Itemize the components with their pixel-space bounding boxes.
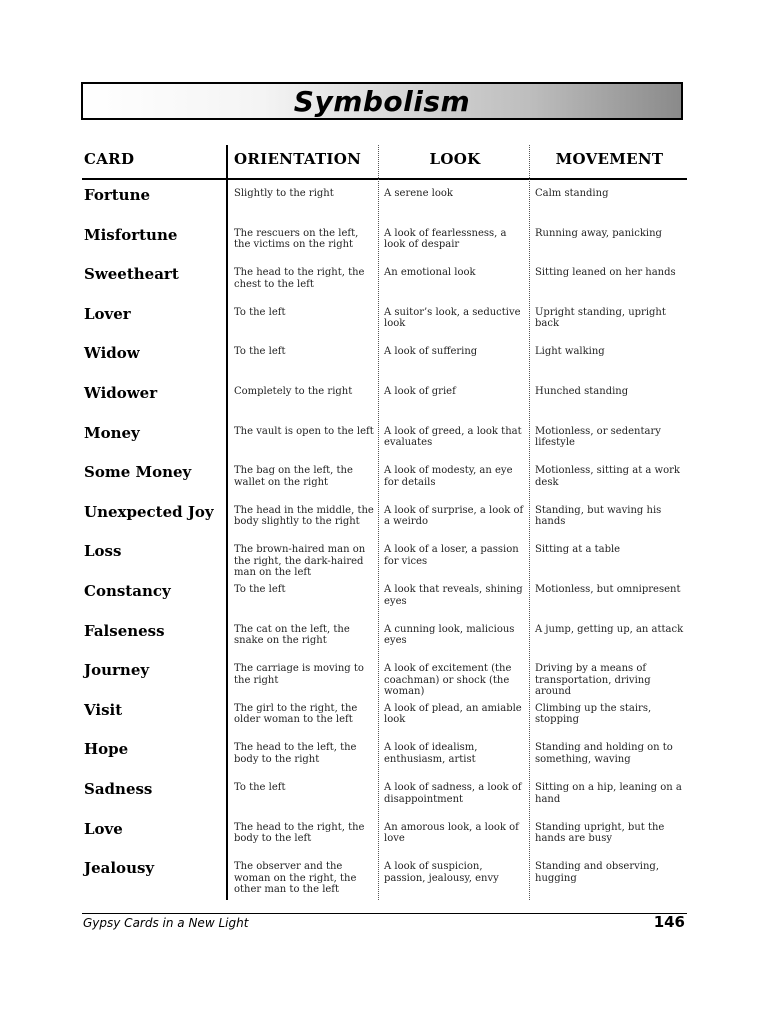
look-cell: A serene look	[384, 188, 453, 199]
card-name: Widower	[84, 384, 158, 402]
card-name: Unexpected Joy	[84, 502, 214, 521]
orientation-cell: To the left	[234, 306, 286, 318]
movement-cell: Standing, but waving his hands	[535, 504, 662, 528]
header-card: CARD	[84, 150, 135, 168]
table-row	[0, 424, 768, 464]
look-cell: A look of plead, an amiable look	[384, 702, 522, 726]
orientation-cell: Completely to the right	[234, 386, 353, 397]
look-cell: A look of idealism, enthusiasm, artist	[384, 742, 478, 765]
movement-cell: Light walking	[535, 346, 605, 358]
movement-cell: Upright standing, upright back	[535, 306, 666, 330]
orientation-cell: To the left	[234, 346, 286, 358]
table-row	[0, 344, 768, 384]
look-cell: A look of suffering	[384, 346, 478, 358]
movement-cell: Motionless, or sedentary lifestyle	[535, 425, 661, 449]
table-row	[0, 384, 768, 424]
movement-cell: Motionless, sitting at a work desk	[535, 465, 680, 488]
header-divider	[82, 178, 687, 180]
table-row	[0, 780, 768, 820]
look-cell: A look of greed, a look that evaluates	[384, 425, 522, 449]
card-name: Love	[84, 819, 123, 838]
card-name: Fortune	[84, 186, 151, 204]
book-title: Gypsy Cards in a New Light	[83, 916, 249, 930]
look-cell: A look of excitement (the coachman) or shock (the woman)	[384, 663, 512, 698]
movement-cell: Running away, panicking	[535, 227, 662, 239]
orientation-cell: To the left	[234, 782, 286, 793]
table-row	[0, 226, 768, 266]
movement-cell: Sitting on a hip, leaning on a hand	[535, 782, 682, 805]
card-name: Widow	[84, 344, 140, 363]
card-name: Visit	[84, 700, 123, 719]
card-name: Misfortune	[84, 225, 178, 244]
orientation-cell: The observer and the woman on the right, the other man to the left	[234, 861, 357, 896]
movement-cell: Standing and observing, hugging	[535, 861, 659, 884]
orientation-cell: The head in the middle, the body slightly to the right	[234, 504, 374, 528]
table-row	[0, 305, 768, 345]
movement-cell: Sitting at a table	[535, 544, 621, 556]
orientation-cell: The head to the right, the body to the left	[234, 821, 365, 845]
table-row	[0, 740, 768, 780]
look-cell: A look of grief	[384, 386, 456, 397]
movement-cell: A jump, getting up, an attack	[535, 623, 684, 635]
card-name: Hope	[84, 740, 129, 759]
footer-divider	[82, 913, 687, 914]
look-cell: An emotional look	[384, 267, 476, 279]
table-row	[0, 859, 768, 899]
look-cell: A look of a loser, a passion for vices	[384, 544, 519, 567]
header-look: LOOK	[429, 150, 481, 168]
table-row	[0, 622, 768, 662]
table-row	[0, 542, 768, 582]
orientation-cell: Slightly to the right	[234, 188, 334, 199]
orientation-cell: The carriage is moving to the right	[234, 663, 364, 686]
orientation-cell: The rescuers on the left, the victims on the right	[234, 227, 359, 251]
orientation-cell: The head to the left, the body to the right	[234, 742, 357, 765]
orientation-cell: The vault is open to the left	[234, 425, 374, 437]
orientation-cell: The bag on the left, the wallet on the right	[234, 465, 353, 488]
look-cell: A look of fearlessness, a look of despair	[384, 227, 507, 251]
orientation-cell: To the left	[234, 584, 286, 595]
page-title: Symbolism	[293, 84, 471, 118]
table-row	[0, 661, 768, 701]
table-row	[0, 186, 768, 226]
orientation-cell: The girl to the right, the older woman to the left	[234, 702, 358, 726]
table-row	[0, 265, 768, 305]
orientation-cell: The brown-haired man on the right, the dark-haired man on the left	[234, 544, 366, 579]
movement-cell: Sitting leaned on her hands	[535, 267, 676, 279]
card-name: Sadness	[84, 780, 153, 798]
table-row	[0, 582, 768, 622]
movement-cell: Calm standing	[535, 188, 609, 199]
table-row	[0, 503, 768, 543]
card-name: Constancy	[84, 582, 171, 600]
look-cell: A look of modesty, an eye for details	[384, 465, 513, 488]
table-row	[0, 701, 768, 741]
look-cell: A cunning look, malicious eyes	[384, 623, 515, 647]
look-cell: A look of surprise, a look of a weirdo	[384, 504, 524, 528]
orientation-cell: The cat on the left, the snake on the right	[234, 623, 350, 647]
card-name: Lover	[84, 304, 131, 323]
header-movement: MOVEMENT	[555, 150, 664, 168]
card-name: Sweetheart	[84, 265, 179, 284]
card-name: Falseness	[84, 621, 165, 640]
look-cell: A look that reveals, shining eyes	[384, 584, 523, 607]
header-orientation: ORIENTATION	[234, 150, 362, 168]
look-cell: A suitor’s look, a seductive look	[384, 306, 521, 330]
table-row	[0, 463, 768, 503]
orientation-cell: The head to the right, the chest to the left	[234, 267, 365, 290]
movement-cell: Driving by a means of transportation, driving around	[535, 663, 651, 698]
table-row	[0, 820, 768, 860]
card-name: Some Money	[84, 463, 192, 482]
title-banner	[81, 82, 683, 120]
look-cell: A look of suspicion, passion, jealousy, envy	[384, 861, 499, 884]
movement-cell: Motionless, but omnipresent	[535, 584, 681, 595]
card-name: Jealousy	[84, 859, 155, 878]
movement-cell: Climbing up the stairs, stopping	[535, 702, 652, 726]
movement-cell: Standing and holding on to something, waving	[535, 742, 673, 765]
look-cell: A look of sadness, a look of disappointment	[384, 782, 522, 805]
page-number: 146	[653, 913, 685, 931]
movement-cell: Hunched standing	[535, 386, 629, 397]
look-cell: An amorous look, a look of love	[384, 821, 519, 845]
card-name: Loss	[84, 542, 122, 561]
card-name: Journey	[84, 661, 150, 680]
movement-cell: Standing upright, but the hands are busy	[535, 821, 665, 845]
card-name: Money	[84, 423, 140, 442]
